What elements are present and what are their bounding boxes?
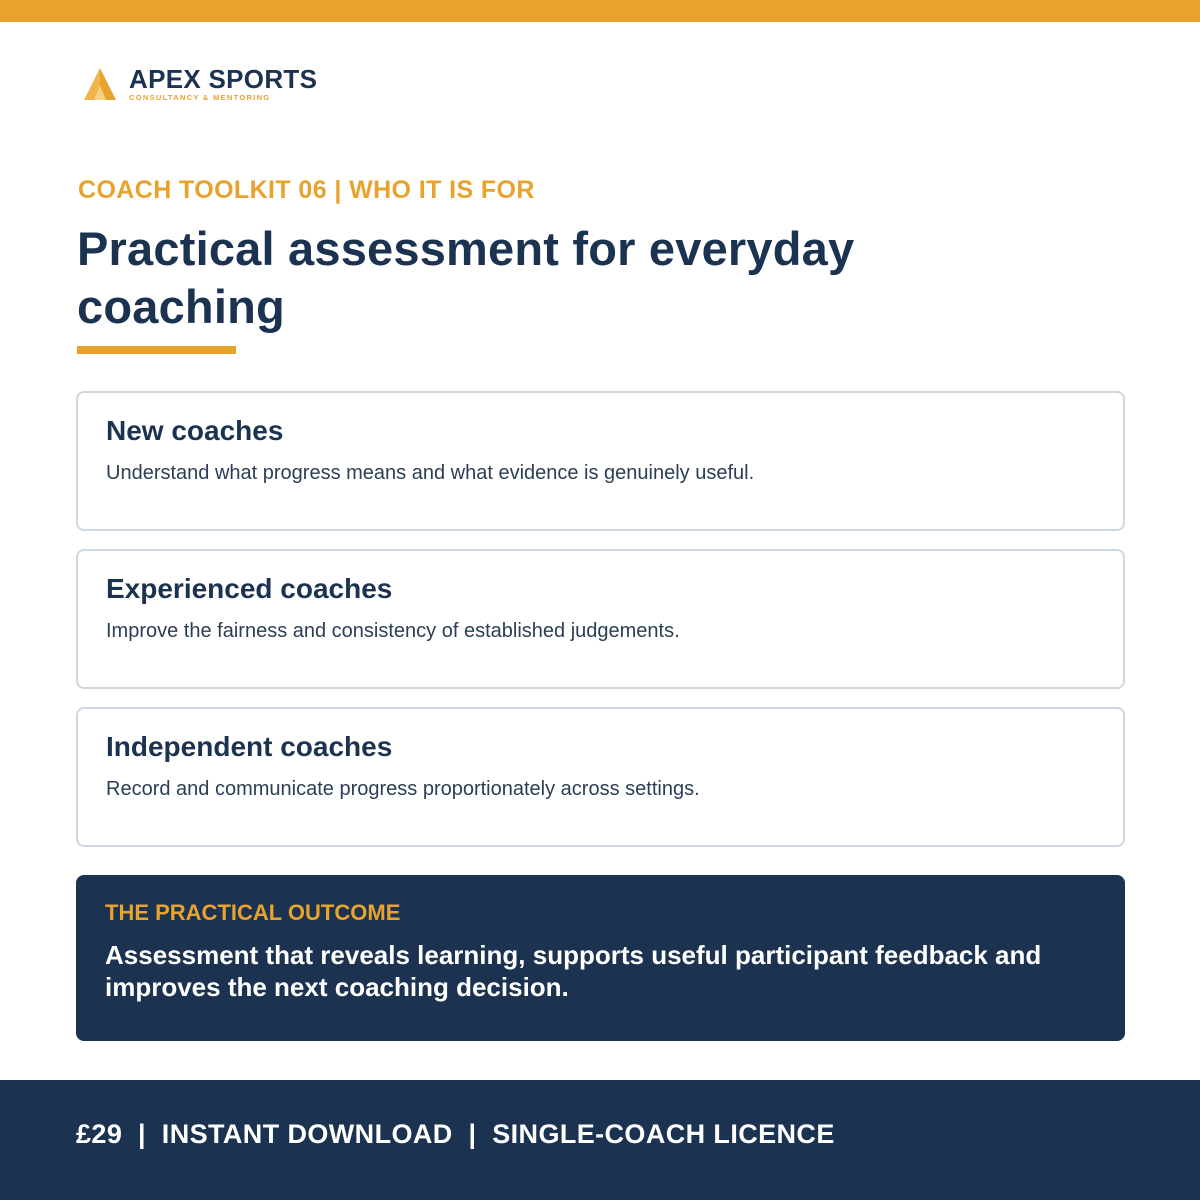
audience-card-independent xyxy=(76,707,1125,847)
title-underline xyxy=(77,346,236,354)
top-accent-bar xyxy=(0,0,1200,22)
brand-name: APEX SPORTS xyxy=(129,64,318,94)
card-description: Record and communicate progress proportionately across settings. xyxy=(106,778,700,800)
audience-card-new xyxy=(76,391,1125,531)
card-title: Experienced coaches xyxy=(106,573,393,604)
page-title: Practical assessment for everyday coaching xyxy=(77,222,855,333)
eyebrow-label: COACH TOOLKIT 06 | WHO IT IS FOR xyxy=(78,176,535,204)
triangle-peak-icon xyxy=(82,66,118,102)
audience-card-experienced xyxy=(76,549,1125,689)
card-description: Understand what progress means and what evidence is genuinely useful. xyxy=(106,462,755,484)
card-title: New coaches xyxy=(106,415,284,446)
footer-price-line: £29 | INSTANT DOWNLOAD | SINGLE-COACH LICENCE xyxy=(76,1119,835,1149)
outcome-statement: Assessment that reveals learning, supports useful participant feedback and improves the next coaching decision. xyxy=(105,940,1042,1002)
footer-bar xyxy=(0,1080,1200,1200)
brand-logo xyxy=(82,64,317,104)
card-title: Independent coaches xyxy=(106,731,393,762)
brand-tagline: CONSULTANCY & MENTORING xyxy=(129,93,271,102)
outcome-panel xyxy=(76,875,1125,1041)
card-description: Improve the fairness and consistency of established judgements. xyxy=(106,620,680,642)
outcome-label: THE PRACTICAL OUTCOME xyxy=(105,900,401,925)
